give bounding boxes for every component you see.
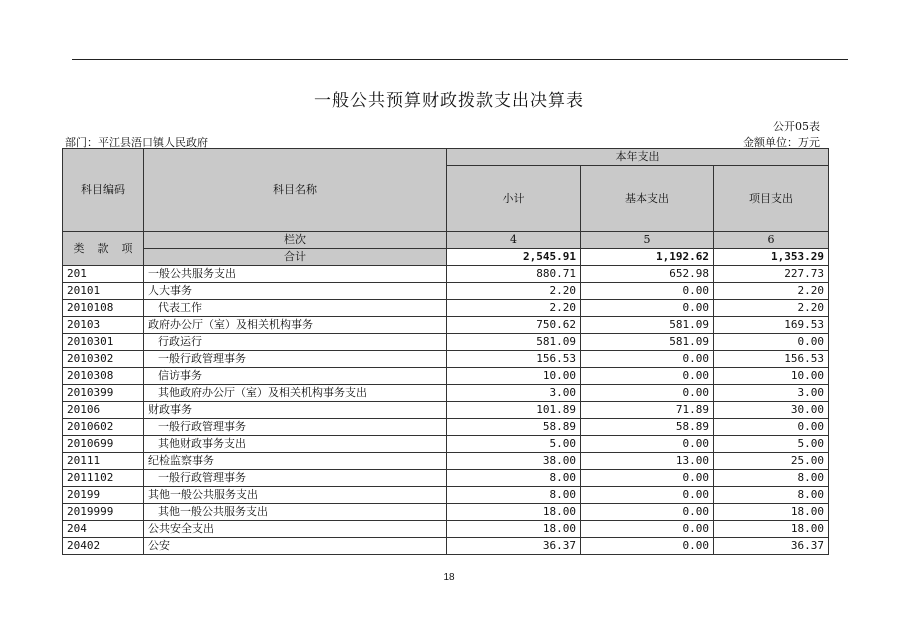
row-name: 财政事务 (144, 402, 447, 419)
row-subtotal: 18.00 (447, 521, 581, 538)
row-basic: 0.00 (581, 538, 714, 555)
table-row (63, 351, 829, 368)
row-name: 一般行政管理事务 (144, 470, 447, 487)
row-code: 2010602 (63, 419, 144, 436)
header-idx5: 5 (581, 232, 714, 249)
row-basic: 0.00 (581, 436, 714, 453)
total-basic: 1,192.62 (581, 249, 714, 266)
row-subtotal: 10.00 (447, 368, 581, 385)
header-name: 科目名称 (144, 149, 447, 232)
row-subtotal: 880.71 (447, 266, 581, 283)
row-basic: 0.00 (581, 521, 714, 538)
row-name: 公安 (144, 538, 447, 555)
row-code: 20106 (63, 402, 144, 419)
row-code: 2010308 (63, 368, 144, 385)
row-project: 8.00 (714, 470, 829, 487)
row-basic: 0.00 (581, 487, 714, 504)
table-row (63, 504, 829, 521)
header-kuan: 款 (97, 241, 109, 255)
row-name: 行政运行 (144, 334, 447, 351)
row-code: 2010302 (63, 351, 144, 368)
row-name: 一般行政管理事务 (144, 419, 447, 436)
row-code: 204 (63, 521, 144, 538)
row-name: 其他一般公共服务支出 (144, 504, 447, 521)
row-basic: 0.00 (581, 351, 714, 368)
row-subtotal: 750.62 (447, 317, 581, 334)
row-code: 20101 (63, 283, 144, 300)
row-project: 18.00 (714, 521, 829, 538)
total-project: 1,353.29 (714, 249, 829, 266)
total-row (63, 249, 829, 266)
row-basic: 0.00 (581, 300, 714, 317)
row-code: 201 (63, 266, 144, 283)
row-subtotal: 5.00 (447, 436, 581, 453)
row-code: 2010108 (63, 300, 144, 317)
row-project: 227.73 (714, 266, 829, 283)
row-name: 公共安全支出 (144, 521, 447, 538)
row-subtotal: 58.89 (447, 419, 581, 436)
total-label: 合计 (144, 249, 447, 266)
row-project: 169.53 (714, 317, 829, 334)
row-name: 其他政府办公厅（室）及相关机构事务支出 (144, 385, 447, 402)
row-project: 2.20 (714, 283, 829, 300)
row-name: 政府办公厅（室）及相关机构事务 (144, 317, 447, 334)
row-project: 156.53 (714, 351, 829, 368)
row-name: 一般公共服务支出 (144, 266, 447, 283)
table-row (63, 470, 829, 487)
header-code: 科目编码 (63, 149, 144, 232)
row-project: 0.00 (714, 334, 829, 351)
row-name: 其他财政事务支出 (144, 436, 447, 453)
table-row (63, 317, 829, 334)
row-subtotal: 38.00 (447, 453, 581, 470)
table-row (63, 538, 829, 555)
row-project: 10.00 (714, 368, 829, 385)
row-subtotal: 2.20 (447, 283, 581, 300)
row-subtotal: 18.00 (447, 504, 581, 521)
row-project: 2.20 (714, 300, 829, 317)
row-code: 2010301 (63, 334, 144, 351)
row-name: 其他一般公共服务支出 (144, 487, 447, 504)
row-basic: 652.98 (581, 266, 714, 283)
table-row (63, 521, 829, 538)
row-subtotal: 8.00 (447, 470, 581, 487)
table-row (63, 436, 829, 453)
row-basic: 71.89 (581, 402, 714, 419)
row-code: 20111 (63, 453, 144, 470)
row-subtotal: 36.37 (447, 538, 581, 555)
header-xiang: 项 (121, 241, 133, 255)
row-subtotal: 2.20 (447, 300, 581, 317)
row-name: 代表工作 (144, 300, 447, 317)
department-label: 部门：平江县浯口镇人民政府 (65, 136, 208, 149)
header-lei: 类 (73, 241, 85, 255)
table-row (63, 453, 829, 470)
row-project: 5.00 (714, 436, 829, 453)
row-project: 18.00 (714, 504, 829, 521)
row-project: 36.37 (714, 538, 829, 555)
row-basic: 0.00 (581, 283, 714, 300)
table-row (63, 419, 829, 436)
row-basic: 58.89 (581, 419, 714, 436)
row-code: 2019999 (63, 504, 144, 521)
form-number: 公开05表 (773, 120, 820, 133)
unit-label: 金额单位：万元 (743, 136, 820, 149)
row-basic: 0.00 (581, 385, 714, 402)
header-lanci: 栏次 (144, 232, 447, 249)
row-code: 2011102 (63, 470, 144, 487)
table-row (63, 487, 829, 504)
row-subtotal: 581.09 (447, 334, 581, 351)
row-code: 2010399 (63, 385, 144, 402)
header-idx6: 6 (714, 232, 829, 249)
row-code: 2010699 (63, 436, 144, 453)
row-project: 30.00 (714, 402, 829, 419)
table-row (63, 334, 829, 351)
row-basic: 0.00 (581, 470, 714, 487)
header-lei-kuan-xiang (63, 232, 144, 266)
table-row (63, 385, 829, 402)
row-project: 3.00 (714, 385, 829, 402)
expenditure-table (62, 148, 829, 555)
table-row (63, 283, 829, 300)
table-row (63, 266, 829, 283)
row-basic: 0.00 (581, 504, 714, 521)
page-number: 18 (443, 572, 455, 583)
row-basic: 581.09 (581, 317, 714, 334)
total-subtotal: 2,545.91 (447, 249, 581, 266)
row-name: 纪检监察事务 (144, 453, 447, 470)
row-name: 信访事务 (144, 368, 447, 385)
table-row (63, 300, 829, 317)
header-basic: 基本支出 (581, 166, 714, 232)
top-rule (72, 59, 848, 60)
row-basic: 581.09 (581, 334, 714, 351)
row-basic: 0.00 (581, 368, 714, 385)
table-row (63, 368, 829, 385)
row-subtotal: 101.89 (447, 402, 581, 419)
header-subtotal: 小计 (447, 166, 581, 232)
header-group: 本年支出 (447, 149, 829, 166)
row-subtotal: 3.00 (447, 385, 581, 402)
table-row (63, 402, 829, 419)
row-subtotal: 156.53 (447, 351, 581, 368)
row-project: 25.00 (714, 453, 829, 470)
row-name: 一般行政管理事务 (144, 351, 447, 368)
row-project: 8.00 (714, 487, 829, 504)
row-code: 20199 (63, 487, 144, 504)
page-title: 一般公共预算财政拨款支出决算表 (314, 91, 584, 111)
header-idx4: 4 (447, 232, 581, 249)
row-code: 20103 (63, 317, 144, 334)
row-project: 0.00 (714, 419, 829, 436)
row-name: 人大事务 (144, 283, 447, 300)
header-project: 项目支出 (714, 166, 829, 232)
row-code: 20402 (63, 538, 144, 555)
row-basic: 13.00 (581, 453, 714, 470)
row-subtotal: 8.00 (447, 487, 581, 504)
